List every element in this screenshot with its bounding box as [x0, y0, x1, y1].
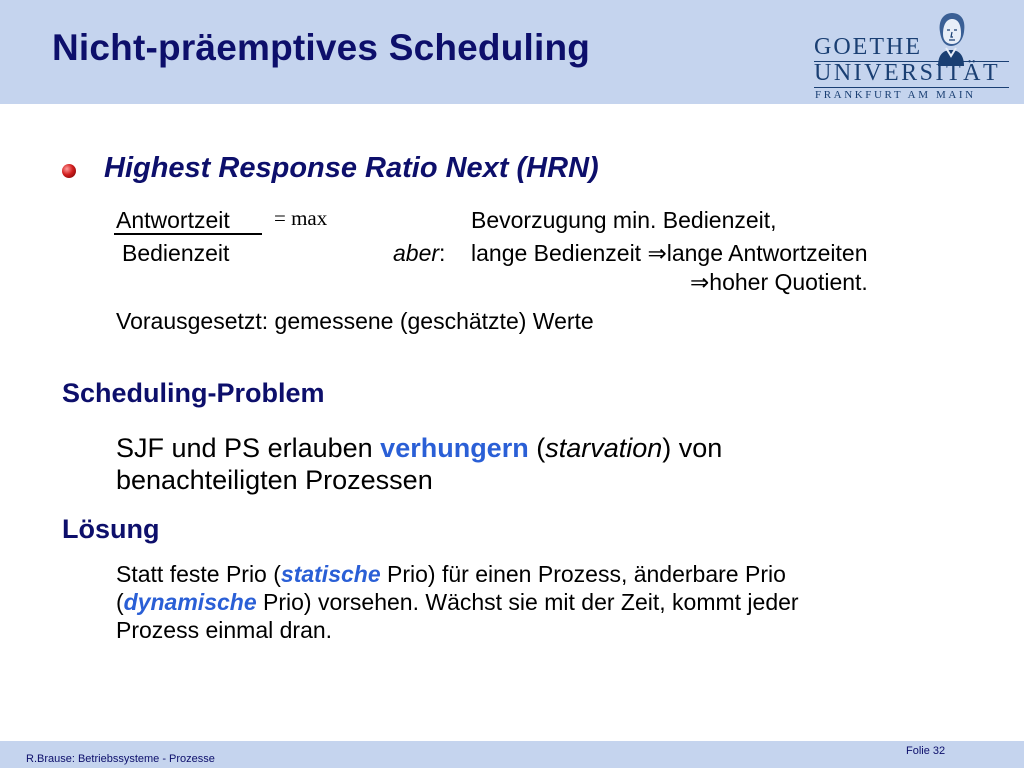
sp-text-b: (: [528, 433, 546, 463]
hrn-note-line-3: ⇒hoher Quotient.: [690, 269, 868, 295]
red-sphere-bullet-icon: [62, 164, 76, 178]
slide-title: Nicht-präemptives Scheduling: [52, 27, 591, 68]
scheduling-problem-heading: Scheduling-Problem: [62, 378, 325, 408]
aber-colon: :: [439, 240, 446, 266]
scheduling-problem-line-2: benachteiligten Prozessen: [116, 465, 433, 495]
fraction-denominator: Bedienzeit: [122, 240, 230, 266]
aber-label: [393, 240, 445, 267]
aber-word: aber: [393, 240, 440, 266]
loesung-line-1: [116, 561, 786, 588]
loesung-line-2: [116, 589, 799, 616]
logo-universitaet-text: UNIVERSITÄT: [814, 60, 1001, 86]
logo-goethe-text: GOETHE: [814, 34, 922, 60]
loesung-text-c: (: [116, 589, 124, 615]
footer-author: R.Brause: Betriebssysteme - Prozesse: [26, 753, 215, 765]
hrn-note-line-2: lange Bedienzeit ⇒lange Antwortzeiten: [471, 240, 868, 266]
loesung-highlight-statische: statische: [280, 561, 381, 587]
loesung-highlight-dynamische: dynamische: [123, 589, 257, 615]
loesung-text-a: Statt feste Prio (: [116, 561, 281, 587]
hrn-heading: Highest Response Ratio Next (HRN): [104, 152, 599, 184]
loesung-heading: Lösung: [62, 514, 160, 544]
loesung-text-b: Prio) für einen Prozess, änderbare Prio: [380, 561, 786, 587]
fraction-line: [114, 233, 262, 235]
footer-slide-number: Folie 32: [906, 745, 946, 757]
logo-divider-bottom: [814, 87, 1009, 88]
fraction-numerator: Antwortzeit: [116, 207, 230, 233]
loesung-text-d: Prio) vorsehen. Wächst sie mit der Zeit, kommt jeder: [256, 589, 799, 615]
logo-frankfurt-text: FRANKFURT AM MAIN: [815, 89, 976, 101]
fraction-relation: = max: [274, 206, 328, 230]
scheduling-problem-line-1: [116, 433, 722, 464]
hrn-precondition: Vorausgesetzt: gemessene (geschätzte) Werte: [116, 308, 594, 334]
loesung-line-3: Prozess einmal dran.: [116, 617, 333, 643]
university-logo: [806, 8, 1016, 100]
sp-italic-starvation: starvation: [545, 433, 663, 463]
sp-highlight-verhungern: verhungern: [380, 433, 529, 463]
hrn-note-line-1: Bevorzugung min. Bedienzeit,: [471, 207, 777, 233]
sp-text-a: SJF und PS erlauben: [116, 433, 381, 463]
sp-text-c: ) von: [662, 433, 723, 463]
